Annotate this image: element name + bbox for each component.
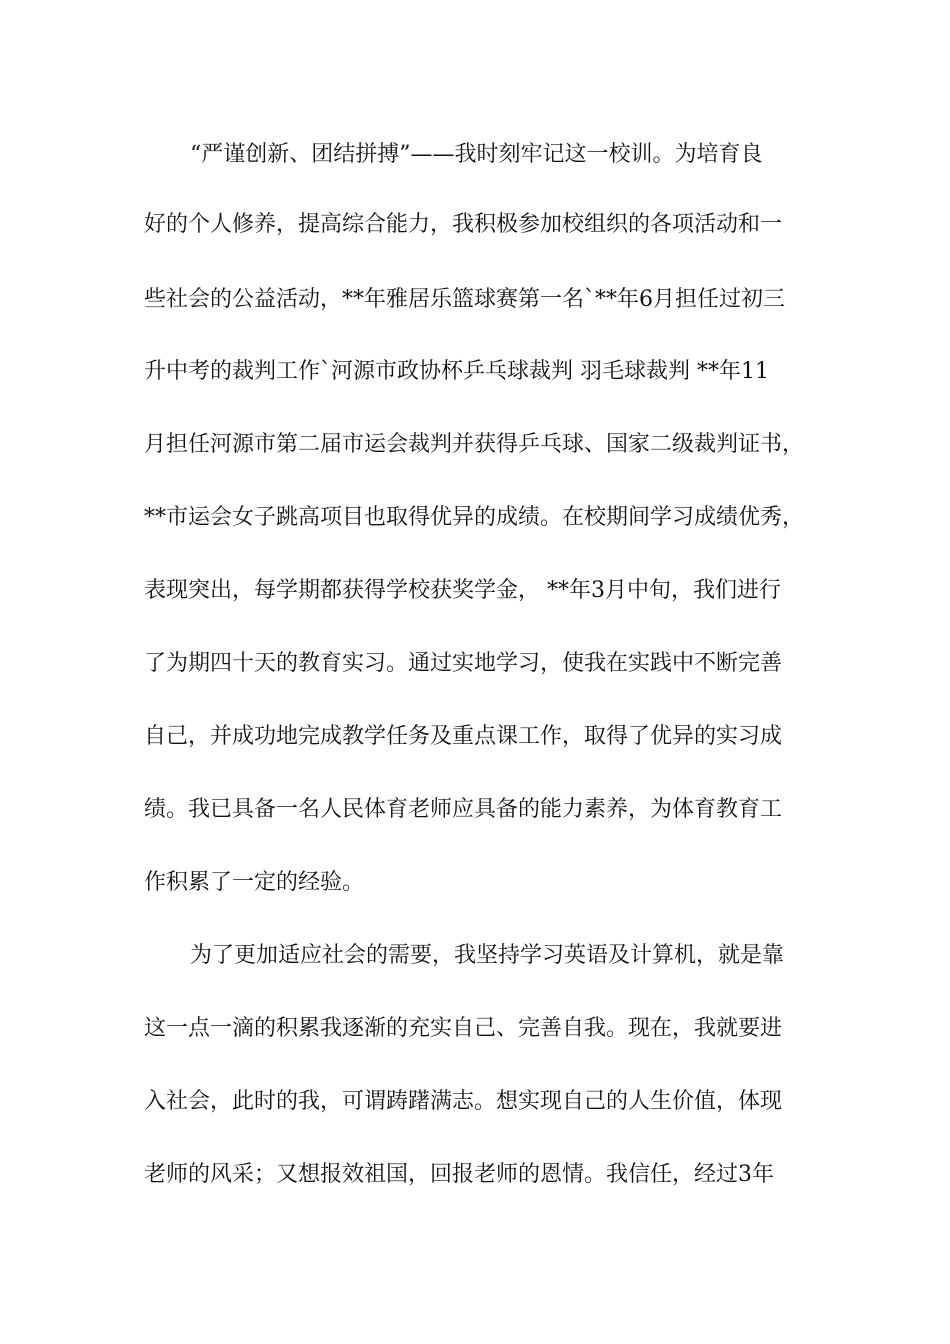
text-line: 作积累了一定的经验。 [144, 870, 365, 895]
text-line: 为了更加适应社会的需要，我坚持学习英语及计算机，就是靠 [190, 943, 785, 968]
text-line: 些社会的公益活动，**年雅居乐篮球赛第一名`**年6月担任过初三 [144, 287, 785, 312]
text-line: 自己，并成功地完成教学任务及重点课工作，取得了优异的实习成 [144, 724, 783, 749]
text-line: **市运会女子跳高项目也取得优异的成绩。在校期间学习成绩优秀， [144, 505, 805, 530]
text-line: 入社会，此时的我，可谓踌躇满志。想实现自己的人生价值，体现 [144, 1089, 783, 1114]
text-line: 月担任河源市第二届市运会裁判并获得乒乓球、国家二级裁判证书， [144, 432, 805, 457]
text-line: 好的个人修养，提高综合能力，我积极参加校组织的各项活动和一 [144, 212, 783, 237]
text-line: 升中考的裁判工作`河源市政协杯乒乓球裁判 羽毛球裁判 **年11 [144, 359, 769, 384]
text-line: “严谨创新、团结拼搏”——我时刻牢记这一校训。为培育良 [190, 142, 763, 167]
text-line: 老师的风采；又想报效祖国，回报老师的恩情。我信任，经过3年 [144, 1162, 774, 1187]
text-line: 这一点一滴的积累我逐渐的充实自己、完善自我。现在，我就要进 [144, 1016, 783, 1041]
text-line: 表现突出，每学期都获得学校获奖学金， **年3月中旬，我们进行 [144, 578, 781, 603]
text-line: 绩。我已具备一名人民体育老师应具备的能力素养，为体育教育工 [144, 797, 783, 822]
text-line: 了为期四十天的教育实习。通过实地学习，使我在实践中不断完善 [144, 651, 783, 676]
